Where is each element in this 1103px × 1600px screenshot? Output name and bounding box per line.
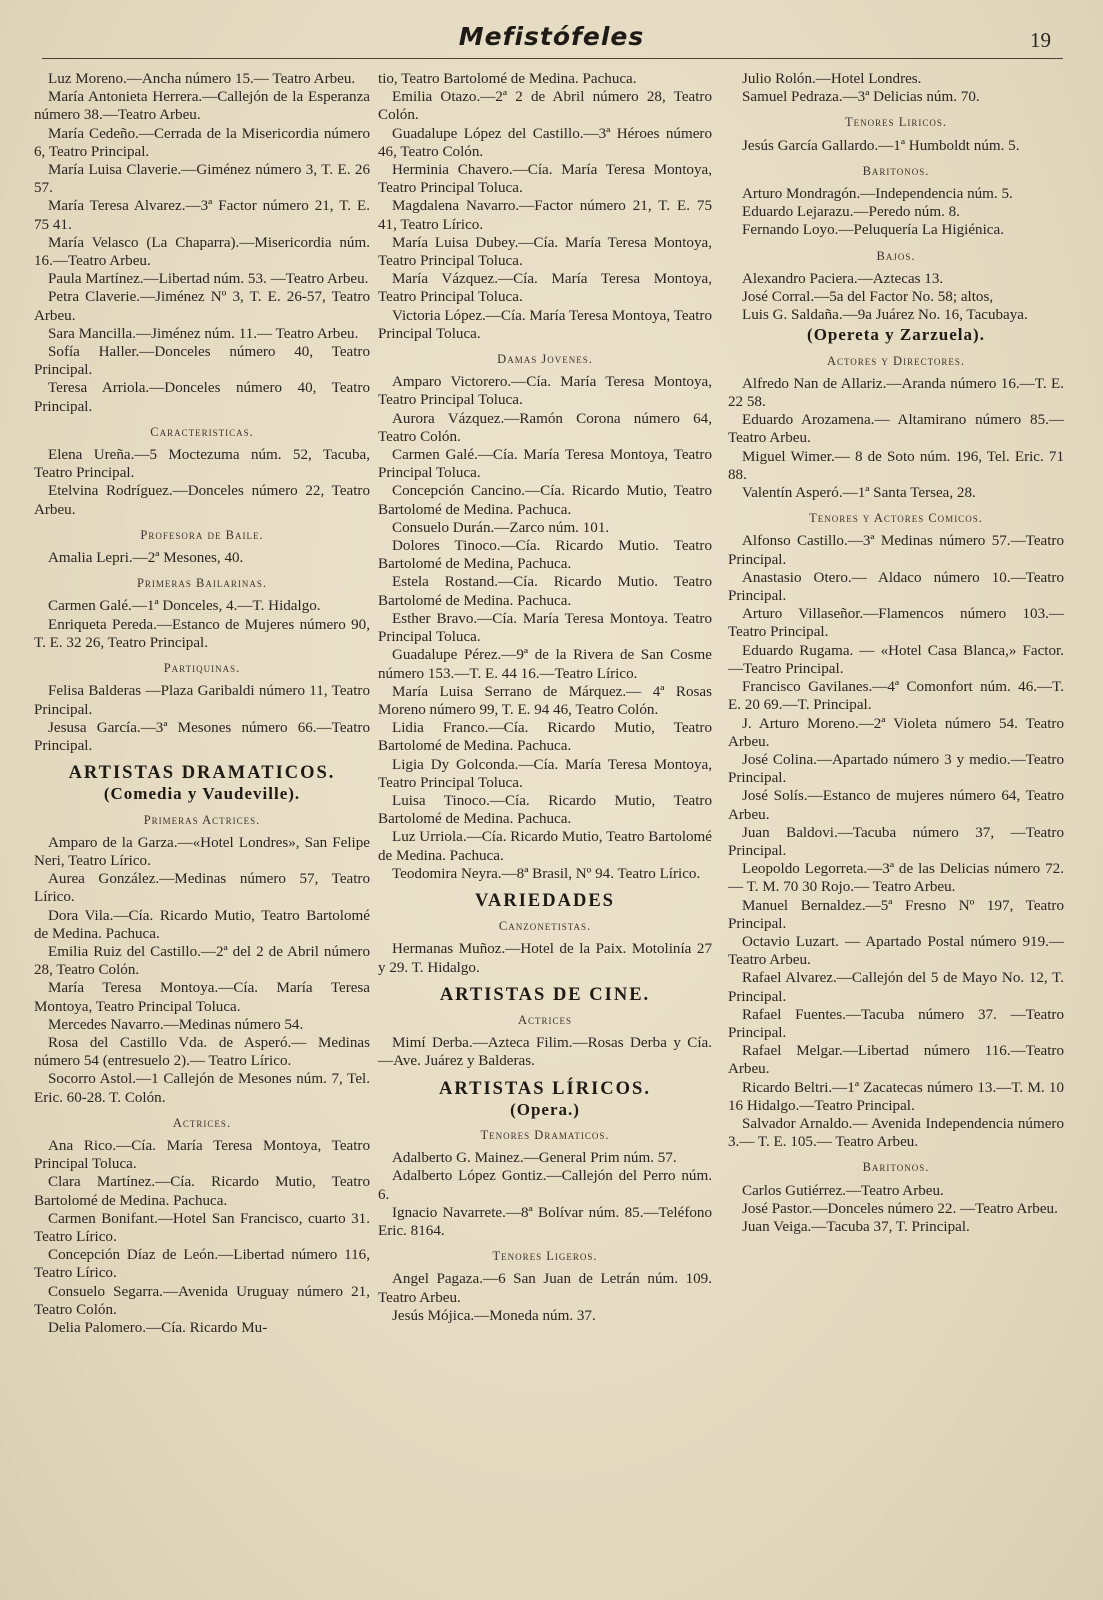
section-subheading: Caracteristicas.: [150, 424, 254, 439]
directory-entry: Arturo Mondragón.—Independencia núm. 5.: [742, 186, 1013, 203]
page-title: Mefistófeles: [458, 22, 645, 51]
section-subheading: Partiquinas.: [163, 661, 241, 676]
directory-entry: Elena Ureña.—5 Moctezuma núm. 52, Tacuba, Teatro Principal.: [34, 447, 370, 482]
directory-entry: Eduardo Lejarazu.—Peredo núm. 8.: [742, 204, 960, 221]
directory-entry: Delia Palomero.—Cía. Ricardo Mu-: [48, 1320, 268, 1336]
section-heading: ARTISTAS DRAMATICOS.: [68, 763, 336, 784]
section-subheading: Bajos.: [876, 248, 916, 263]
directory-entry: Enriqueta Pereda.—Estanco de Mujeres número 90, T. E. 32 26, Teatro Principal.: [34, 616, 370, 651]
section-subtitle: (Opera.): [510, 1099, 580, 1119]
directory-entry: Mercedes Navarro.—Medinas número 54.: [48, 1016, 304, 1033]
directory-entry: Arturo Villaseñor.—Flamencos número 103.—Teatro Principal.: [728, 606, 1064, 641]
directory-entry: Octavio Luzart. — Apartado Postal número 919.—Teatro Arbeu.: [728, 933, 1064, 969]
directory-entry: Paula Martínez.—Libertad núm. 53. —Teatro Arbeu.: [48, 271, 369, 288]
directory-entry: Guadalupe Pérez.—9ª de la Rivera de San Cosme número 153.—T. E. 44 16.—Teatro Lírico.: [378, 647, 712, 682]
directory-entry: Socorro Astol.—1 Callejón de Mesones núm. 7, Tel. Eric. 60-28. T. Colón.: [34, 1071, 370, 1106]
directory-entry: Eduardo Arozamena.— Altamirano número 85.—Teatro Arbeu.: [728, 412, 1064, 447]
section-subheading: Actrices.: [172, 1115, 232, 1130]
directory-entry: Carlos Gutiérrez.—Teatro Arbeu.: [742, 1182, 944, 1199]
directory-entry: Ligia Dy Golconda.—Cía. María Teresa Montoya, Teatro Principal Toluca.: [378, 756, 712, 791]
section-subheading: Primeras Bailarinas.: [136, 576, 268, 591]
section-heading: VARIEDADES: [475, 890, 615, 911]
directory-entry: Carmen Bonifant.—Hotel San Francisco, cuarto 31. Teatro Lírico.: [34, 1210, 370, 1245]
directory-entry: Fernando Loyo.—Peluquería La Higiénica.: [742, 222, 1004, 239]
directory-entry: Felisa Balderas —Plaza Garibaldi número 11, Teatro Principal.: [34, 683, 370, 718]
directory-entry: Rafael Alvarez.—Callejón del 5 de Mayo No. 12, T. Principal.: [728, 970, 1064, 1005]
directory-entry: Rosa del Castillo Vda. de Asperó.— Medinas número 54 (entresuelo 2).— Teatro Lírico.: [34, 1034, 370, 1070]
directory-entry: Amparo Victorero.—Cía. María Teresa Montoya, Teatro Principal Toluca.: [378, 374, 712, 409]
directory-entry: Alfredo Nan de Allariz.—Aranda número 16.—T. E. 22 58.: [728, 375, 1064, 411]
directory-entry: Luz Urriola.—Cía. Ricardo Mutio, Teatro Bartolomé de Medina. Pachuca.: [378, 829, 712, 864]
directory-entry: Francisco Gavilanes.—4ª Comonfort núm. 46.—T. E. 20 69.—T. Principal.: [728, 679, 1064, 714]
directory-entry: Sofía Haller.—Donceles número 40, Teatro Principal.: [34, 344, 370, 379]
directory-entry: Alfonso Castillo.—3ª Medinas número 57.—Teatro Principal.: [728, 533, 1064, 568]
directory-entry: Juan Veiga.—Tacuba 37, T. Principal.: [742, 1218, 970, 1235]
directory-entry: Luisa Tinoco.—Cía. Ricardo Mutio, Teatro Bartolomé de Medina. Pachuca.: [378, 792, 712, 828]
section-subheading: Actores y Directores.: [826, 353, 966, 368]
directory-entry: Mimí Derba.—Azteca Filim.—Rosas Derba y Cía.—Ave. Juárez y Balderas.: [378, 1035, 712, 1070]
directory-entry: José Colina.—Apartado número 3 y medio.—Teatro Principal.: [728, 751, 1064, 787]
section-subtitle: (Opereta y Zarzuela).: [807, 325, 985, 345]
directory-entry: María Vázquez.—Cía. María Teresa Montoya, Teatro Principal Toluca.: [378, 271, 712, 306]
directory-entry: Rafael Melgar.—Libertad número 116.—Teatro Arbeu.: [728, 1043, 1064, 1078]
directory-entry: Carmen Galé.—1ª Donceles, 4.—T. Hidalgo.: [48, 598, 321, 615]
directory-entry: María Luisa Dubey.—Cía. María Teresa Montoya, Teatro Principal Toluca.: [378, 234, 712, 270]
directory-entry: Valentín Asperó.—1ª Santa Tersea, 28.: [742, 485, 976, 502]
section-subheading: Baritonos.: [862, 1160, 930, 1175]
directory-entry: Julio Rolón.—Hotel Londres.: [742, 71, 922, 87]
directory-entry: María Velasco (La Chaparra).—Misericordia núm. 16.—Teatro Arbeu.: [34, 234, 370, 270]
directory-entry: José Corral.—5a del Factor No. 58; altos,: [742, 289, 994, 306]
directory-entry: Victoria López.—Cía. María Teresa Montoya, Teatro Principal Toluca.: [378, 307, 712, 342]
directory-entry: Leopoldo Legorreta.—3ª de las Delicias número 72.— T. M. 70 30 Rojo.— Teatro Arbeu.: [728, 861, 1064, 896]
directory-entry: Adalberto López Gontiz.—Callejón del Perro núm. 6.: [378, 1168, 712, 1203]
directory-entry: Guadalupe López del Castillo.—3ª Héroes número 46, Teatro Colón.: [378, 125, 712, 160]
directory-entry: Concepción Cancino.—Cía. Ricardo Mutio, Teatro Bartolomé de Medina. Pachuca.: [378, 483, 712, 518]
directory-entry: Jesús García Gallardo.—1ª Humboldt núm. 5.: [742, 137, 1020, 154]
section-subheading: Profesora de Baile.: [140, 527, 264, 542]
directory-entry: Alexandro Paciera.—Aztecas 13.: [742, 270, 944, 287]
directory-entry: tio, Teatro Bartolomé de Medina. Pachuca.: [378, 71, 637, 87]
directory-entry: Consuelo Durán.—Zarco núm. 101.: [392, 519, 610, 536]
directory-entry: Carmen Galé.—Cía. María Teresa Montoya, Teatro Principal Toluca.: [378, 447, 712, 482]
directory-entry: Amparo de la Garza.—«Hotel Londres», San Felipe Neri, Teatro Lírico.: [34, 834, 370, 869]
section-subheading: Tenores Dramaticos.: [480, 1127, 610, 1142]
directory-entry: José Pastor.—Donceles número 22. —Teatro Arbeu.: [742, 1200, 1058, 1217]
directory-entry: Esther Bravo.—Cía. María Teresa Montoya. Teatro Principal Toluca.: [378, 610, 712, 646]
column-1: [34, 70, 370, 1337]
directory-entry: Petra Claverie.—Jiménez Nº 3, T. E. 26-57, Teatro Arbeu.: [34, 289, 370, 324]
section-subheading: Canzonetistas.: [498, 919, 592, 934]
directory-entry: Aurea González.—Medinas número 57, Teatro Lírico.: [34, 871, 370, 906]
directory-entry: Adalberto G. Mainez.—General Prim núm. 57.: [392, 1150, 677, 1167]
directory-entry: Teresa Arriola.—Donceles número 40, Teatro Principal.: [34, 380, 370, 415]
directory-entry: Salvador Arnaldo.— Avenida Independencia número 3.— T. E. 105.— Teatro Arbeu.: [728, 1115, 1064, 1151]
directory-entry: Luz Moreno.—Ancha número 15.— Teatro Arbeu.: [48, 71, 356, 87]
directory-entry: Eduardo Rugama. — «Hotel Casa Blanca,» Factor.—Teatro Principal.: [728, 642, 1064, 677]
directory-entry: Manuel Bernaldez.—5ª Fresno Nº 197, Teatro Principal.: [728, 897, 1064, 932]
directory-entry: J. Arturo Moreno.—2ª Violeta número 54. Teatro Arbeu.: [728, 715, 1064, 750]
directory-entry: Luis G. Saldaña.—9a Juárez No. 16, Tacubaya.: [742, 307, 1028, 324]
directory-entry: María Teresa Montoya.—Cía. María Teresa Montoya, Teatro Principal Toluca.: [34, 980, 370, 1015]
section-subheading: Primeras Actrices.: [143, 812, 261, 827]
directory-entry: Amalia Lepri.—2ª Mesones, 40.: [48, 550, 244, 567]
directory-entry: Dora Vila.—Cía. Ricardo Mutio, Teatro Bartolomé de Medina. Pachuca.: [34, 907, 370, 942]
directory-entry: Concepción Díaz de León.—Libertad número 116, Teatro Lírico.: [34, 1247, 370, 1282]
directory-entry: Hermanas Muñoz.—Hotel de la Paix. Motolinía 27 y 29. T. Hidalgo.: [378, 941, 712, 976]
directory-entry: Ignacio Navarrete.—8ª Bolívar núm. 85.—Teléfono Eric. 8164.: [378, 1204, 712, 1239]
directory-entry: Anastasio Otero.— Aldaco número 10.—Teatro Principal.: [728, 569, 1064, 605]
section-subheading: Damas Jovenes.: [497, 352, 593, 367]
section-subheading: Tenores y Actores Comicos.: [809, 511, 983, 526]
directory-entry: Dolores Tinoco.—Cía. Ricardo Mutio. Teatro Bartolomé de Medina, Pachuca.: [378, 538, 712, 573]
section-subtitle: (Comedia y Vaudeville).: [103, 784, 301, 804]
directory-entry: Samuel Pedraza.—3ª Delicias núm. 70.: [742, 89, 980, 106]
column-3: [728, 70, 1064, 1236]
directory-entry: Consuelo Segarra.—Avenida Uruguay número 21, Teatro Colón.: [34, 1283, 370, 1318]
directory-entry: Herminia Chavero.—Cía. María Teresa Montoya, Teatro Principal Toluca.: [378, 162, 712, 197]
directory-entry: Emilia Ruiz del Castillo.—2ª del 2 de Abril número 28, Teatro Colón.: [34, 943, 370, 979]
directory-entry: Jesús Mójica.—Moneda núm. 37.: [392, 1307, 596, 1324]
directory-entry: Angel Pagaza.—6 San Juan de Letrán núm. 109. Teatro Arbeu.: [378, 1271, 712, 1306]
directory-entry: Juan Baldovi.—Tacuba número 37, —Teatro Principal.: [728, 824, 1064, 859]
column-2: [378, 70, 712, 1325]
directory-entry: José Solís.—Estanco de mujeres número 64, Teatro Arbeu.: [728, 788, 1064, 823]
section-subheading: Baritonos.: [862, 163, 930, 178]
directory-entry: Lidia Franco.—Cía. Ricardo Mutio, Teatro Bartolomé de Medina. Pachuca.: [378, 720, 712, 755]
directory-entry: Rafael Fuentes.—Tacuba número 37. —Teatro Principal.: [728, 1006, 1064, 1041]
directory-entry: Etelvina Rodríguez.—Donceles número 22, Teatro Arbeu.: [34, 483, 370, 518]
directory-entry: María Cedeño.—Cerrada de la Misericordia número 6, Teatro Principal.: [34, 125, 370, 160]
directory-entry: Ana Rico.—Cía. María Teresa Montoya, Teatro Principal Toluca.: [34, 1137, 370, 1173]
section-heading: ARTISTAS DE CINE.: [439, 984, 651, 1005]
directory-entry: Magdalena Navarro.—Factor número 21, T. E. 75 41, Teatro Lírico.: [378, 198, 712, 233]
directory-entry: María Antonieta Herrera.—Callejón de la Esperanza número 38.—Teatro Arbeu.: [34, 89, 370, 124]
directory-entry: Jesusa García.—3ª Mesones número 66.—Teatro Principal.: [34, 719, 370, 754]
section-heading: ARTISTAS LÍRICOS.: [439, 1078, 651, 1099]
directory-entry: Aurora Vázquez.—Ramón Corona número 64, Teatro Colón.: [378, 410, 712, 445]
section-subheading: Actrices: [517, 1012, 573, 1027]
directory-entry: Ricardo Beltri.—1ª Zacatecas número 13.—T. M. 10 16 Hidalgo.—Teatro Principal.: [728, 1079, 1064, 1114]
directory-entry: María Teresa Alvarez.—3ª Factor número 21, T. E. 75 41.: [34, 198, 370, 233]
directory-entry: Emilia Otazo.—2ª 2 de Abril número 28, Teatro Colón.: [378, 89, 712, 124]
directory-entry: María Luisa Serrano de Márquez.— 4ª Rosas Moreno número 99, T. E. 94 46, Teatro Colón.: [378, 683, 712, 718]
directory-entry: Teodomira Neyra.—8ª Brasil, Nº 94. Teatro Lírico.: [392, 865, 701, 882]
directory-entry: María Luisa Claverie.—Giménez número 3, T. E. 26 57.: [34, 162, 370, 197]
section-subheading: Tenores Liricos.: [844, 115, 948, 130]
directory-entry: Estela Rostand.—Cía. Ricardo Mutio. Teatro Bartolomé de Medina. Pachuca.: [378, 574, 712, 609]
directory-entry: Clara Martínez.—Cía. Ricardo Mutio, Teatro Bartolomé de Medina. Pachuca.: [34, 1174, 370, 1209]
header-rule: [42, 58, 1063, 59]
directory-entry: Sara Mancilla.—Jiménez núm. 11.— Teatro Arbeu.: [48, 325, 359, 342]
page-number: 19: [1030, 28, 1051, 52]
section-subheading: Tenores Ligeros.: [492, 1249, 598, 1264]
directory-entry: Miguel Wimer.— 8 de Soto núm. 196, Tel. Eric. 71 88.: [728, 448, 1064, 483]
